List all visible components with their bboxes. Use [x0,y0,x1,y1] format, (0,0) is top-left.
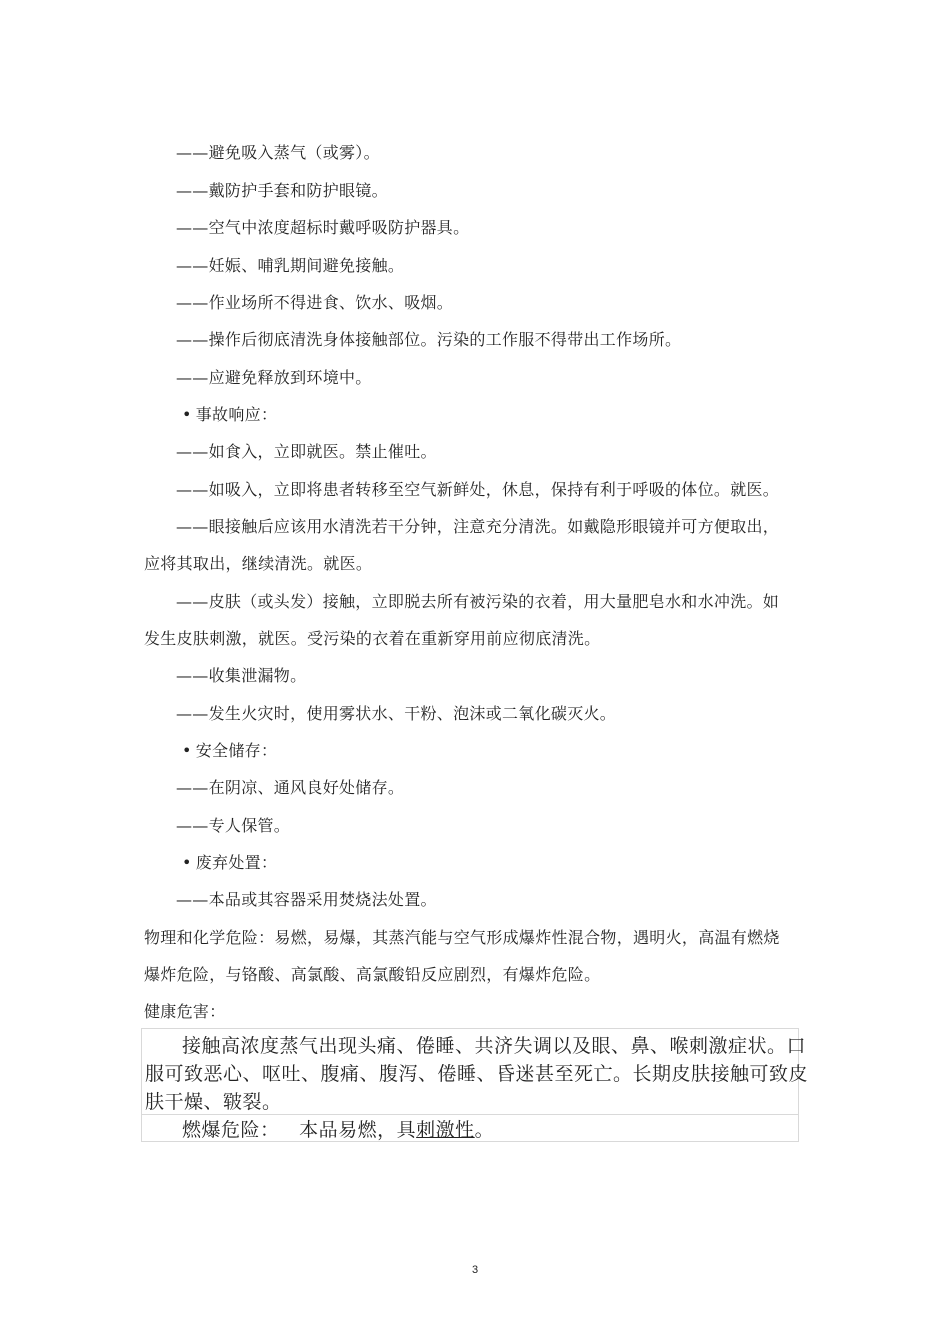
precaution-line: ——避免吸入蒸气（或雾）。 [176,143,380,162]
health-label: 健康危害： [144,1002,226,1021]
disposal-line: ——本品或其容器采用焚烧法处置。 [176,890,437,909]
fire-hazard-text: 本品易燃，具 [299,1119,417,1141]
response-line: ——如食入，立即就医。禁止催吐。 [176,442,437,461]
storage-line: ——专人保管。 [176,816,291,835]
section-heading-response [182,402,277,425]
precaution-line: ——应避免释放到环境中。 [176,368,372,387]
response-line: ——如吸入，立即将患者转移至空气新鲜处，休息，保持有利于呼吸的体位。就医。 [176,480,780,499]
fire-hazard-end: 。 [474,1119,495,1141]
response-line: ——眼接触后应该用水清洗若干分钟，注意充分清洗。如戴隐形眼镜并可方便取出， [176,517,780,536]
precaution-line: ——操作后彻底清洗身体接触部位。污染的工作服不得带出工作场所。 [176,330,682,349]
section-heading-storage [182,738,277,761]
response-line: 应将其取出，继续清洗。就医。 [144,554,373,573]
response-line: ——收集泄漏物。 [176,666,307,685]
section-heading-disposal [182,850,277,873]
bullet-icon: • [182,853,192,872]
fire-hazard-row [182,1115,494,1142]
precaution-line: ——戴防护手套和防护眼镜。 [176,181,388,200]
section-title: 安全储存： [195,741,278,760]
section-title: 废弃处置： [195,853,278,872]
precaution-line: ——妊娠、哺乳期间避免接触。 [176,256,405,275]
health-text-line: 接触高浓度蒸气出现头痛、倦睡、共济失调以及眼、鼻、喉刺激症状。口 [182,1035,807,1057]
health-text-line: 肤干燥、皲裂。 [145,1091,282,1113]
fire-hazard-label: 燃爆危险： [182,1119,280,1141]
response-line: 发生皮肤刺激，就医。受污染的衣着在重新穿用前应彻底清洗。 [144,629,601,648]
response-line: ——发生火灾时，使用雾状水、干粉、泡沫或二氧化碳灭火。 [176,704,617,723]
response-line: ——皮肤（或头发）接触，立即脱去所有被污染的衣着，用大量肥皂水和水冲洗。如 [176,592,780,611]
section-title: 事故响应： [195,405,278,424]
health-text-line: 服可致恶心、呕吐、腹痛、腹泻、倦睡、昏迷甚至死亡。长期皮肤接触可致皮 [145,1063,809,1085]
storage-line: ——在阴凉、通风良好处储存。 [176,778,405,797]
fire-hazard-cell [141,1115,799,1142]
precaution-line: ——作业场所不得进食、饮水、吸烟。 [176,293,454,312]
precaution-line: ——空气中浓度超标时戴呼吸防护器具。 [176,218,470,237]
health-hazard-cell [141,1028,809,1115]
physchem-line: 爆炸危险，与铬酸、高氯酸、高氯酸铅反应剧烈，有爆炸危险。 [144,965,601,984]
physchem-line: 物理和化学危险：易燃，易爆，其蒸汽能与空气形成爆炸性混合物，遇明火，高温有燃烧 [144,928,780,947]
bullet-icon: • [182,741,192,760]
page-number: 3 [471,1264,479,1276]
fire-hazard-underlined: 刺激性 [416,1119,475,1141]
bullet-icon: • [182,405,192,424]
